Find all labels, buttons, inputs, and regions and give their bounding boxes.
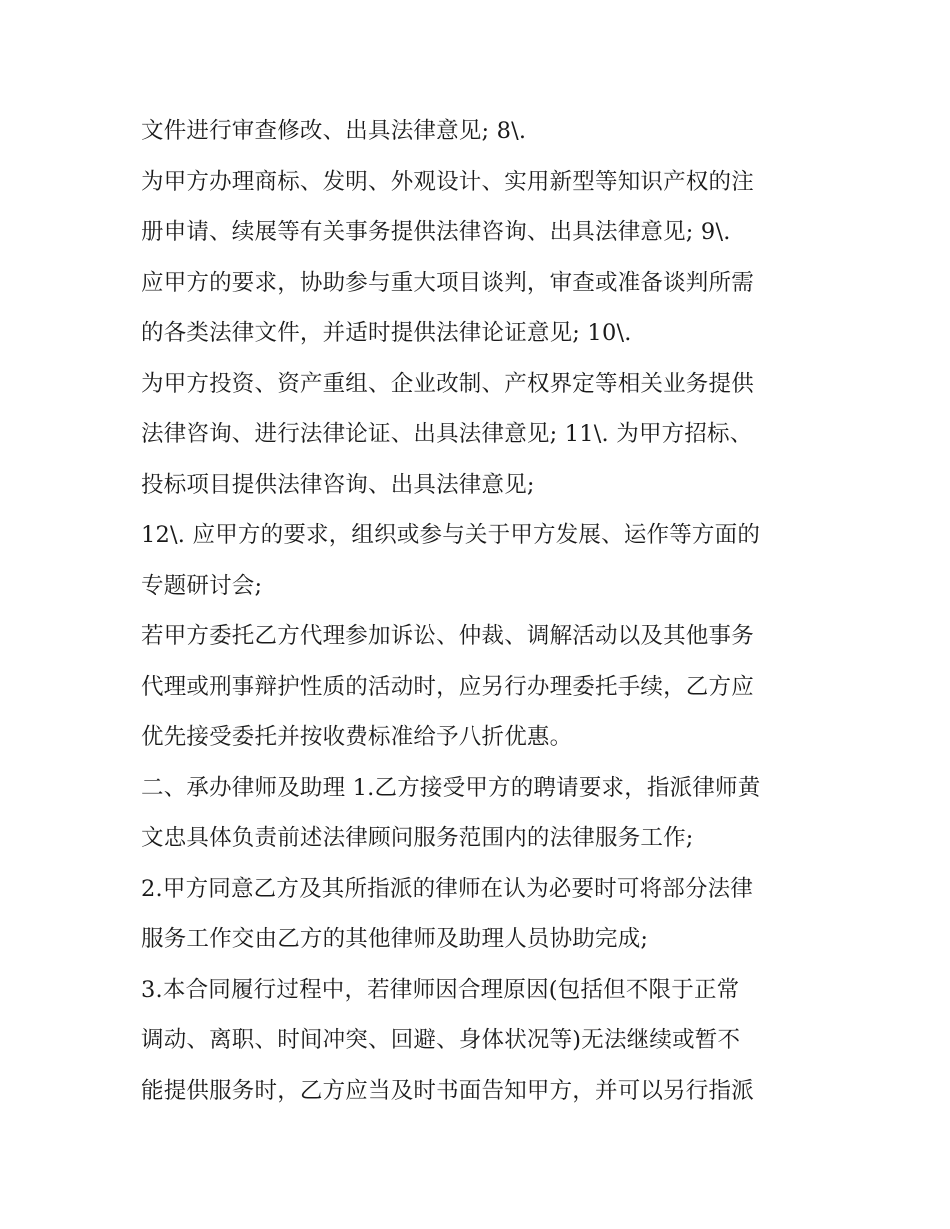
text-line: 优先接受委托并按收费标准给予八折优惠。 [141, 724, 573, 750]
text-line: 的各类法律文件，并适时提供法律论证意见; 10\. [141, 320, 632, 346]
text-line: 代理或刑事辩护性质的活动时，应另行办理委托手续，乙方应 [141, 673, 754, 700]
text-line: 为甲方投资、资产重组、企业改制、产权界定等相关业务提供 [141, 370, 754, 397]
text-line: 能提供服务时，乙方应当及时书面告知甲方，并可以另行指派 [141, 1077, 754, 1104]
text-line: 调动、离职、时间冲突、回避、身体状况等)无法继续或暂不 [141, 1027, 741, 1053]
text-line: 法律咨询、进行法律论证、出具法律意见; 11\. 为甲方招标、 [141, 421, 753, 447]
text-line: 12\. 应甲方的要求，组织或参与关于甲方发展、运作等方面的 [141, 522, 761, 548]
text-line: 文忠具体负责前述法律顾问服务范围内的法律服务工作; [141, 825, 694, 851]
text-line: 3.本合同履行过程中，若律师因合理原因(包括但不限于正常 [141, 976, 740, 1003]
text-line: 册申请、续展等有关事务提供法律咨询、出具法律意见; 9\. [141, 219, 731, 245]
text-line: 投标项目提供法律咨询、出具法律意见; [141, 471, 535, 498]
text-line: 专题研讨会; [141, 572, 263, 599]
text-line: 为甲方办理商标、发明、外观设计、实用新型等知识产权的注 [141, 168, 754, 195]
document-body [141, 106, 821, 1116]
text-line: 若甲方委托乙方代理参加诉讼、仲裁、调解活动以及其他事务 [141, 623, 754, 649]
text-line: 二、承办律师及助理 1.乙方接受甲方的聘请要求，指派律师黄 [141, 774, 761, 801]
text-line: 文件进行审查修改、出具法律意见; 8\. [141, 118, 527, 144]
text-line: 应甲方的要求，协助参与重大项目谈判，审查或准备谈判所需 [141, 269, 754, 296]
text-line: 2.甲方同意乙方及其所指派的律师在认为必要时可将部分法律 [141, 875, 754, 902]
text-line: 服务工作交由乙方的其他律师及助理人员协助完成; [141, 926, 649, 952]
